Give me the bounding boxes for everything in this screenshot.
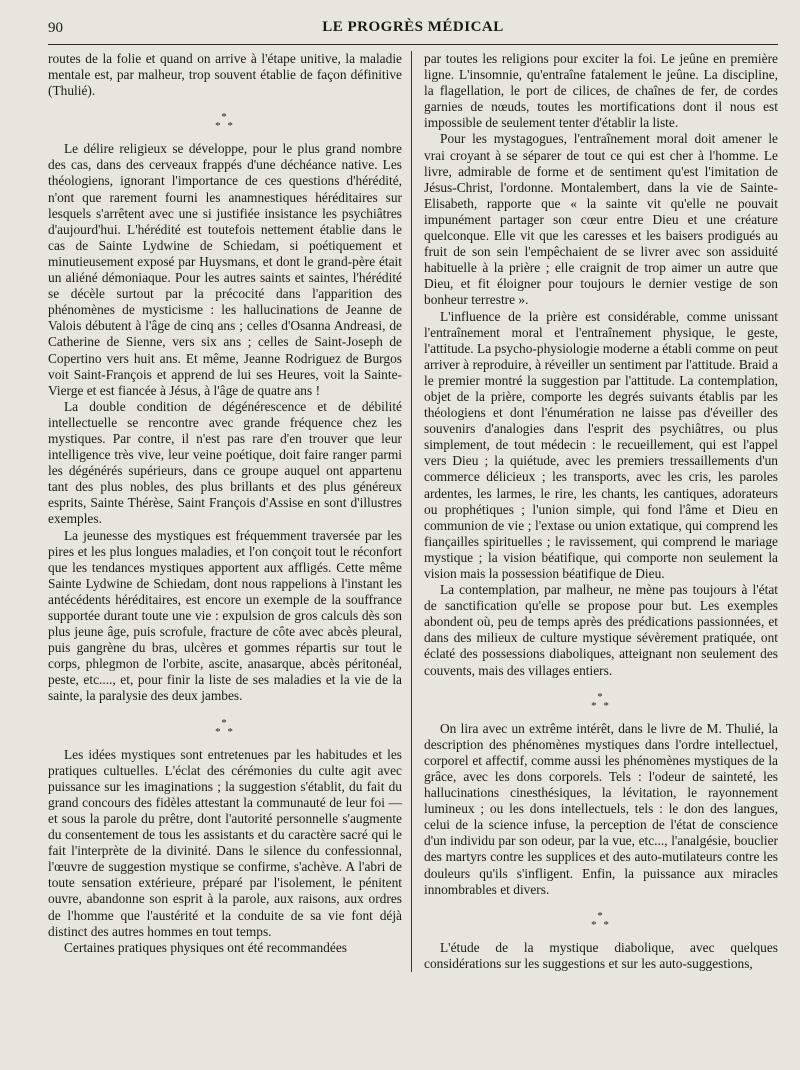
paragraph: La jeunesse des mystiques est fréquemment traversée par les pires et les plus longues maladies, et l'on conçoit tout le réconfort que les tendances mystiques apportent aux affligés. Cette même Sainte Lydwine de Schiedam, dont nous rappelions à l'instant les antécédents héréditaires, est encore un exemple de la souffrance supportée durant toute une vie : expulsion de gros calculs dès son plus jeune âge, puis scrofule, fracture de côte avec abcès pleural, puis gangrène du bras, ulcères et gommes répartis sur tout le corps, phlegmon de l'orbite, ascite, anasarque, abcès péritonéal, peste, etc...., et, pour finir la liste de ses maladies et la vie de la sainte, la paralysie des deux jambes. <box>48 527 402 704</box>
paragraph: Le délire religieux se développe, pour le plus grand nombre des cas, dans des cerveaux frappés d'une déchéance native. Les théologiens, ignorant l'importance de ces questions d'hérédité, n'ont que rarement fourni les anamnestiques héréditaires sur lesquels s'arrêtent avec une si justifiée insistance les psychiâtres d'aujourd'hui. L'hérédité est toutefois nettement établie dans le cas de Sainte Lydwine de Schiedam, si poétiquement et minutieusement exposé par Huysmans, et dont le grand-père était un aliéné démoniaque. Pour les autres saints et saintes, l'hérédité se décèle surtout par la précocité dans l'apparition des phénomènes de mysticisme : les hallucinations de Jeanne de Valois débutent à l'âge de cinq ans ; celles d'Osanna Andreasi, de Catherine de Sienne, vers six ans ; celles de Saint-Joseph de Copertino vers huit ans. Et même, Jeanne Rodriguez de Burgos voit Saint-François et apprend de lui ses Heures, voit la Sainte-Vierge et est fiancée à Jésus, à l'âge de quatre ans ! <box>48 141 402 398</box>
paragraph: La double condition de dégénérescence et de débilité intellectuelle se rencontre avec grande fréquence chez les mystiques. Par contre, il n'est pas rare d'en trouver que leur intelligence très vive, leur veine poétique, doit faire ranger parmi les dégénérés supérieurs, dans ce groupe auquel ont appartenu tant des plus nobles, des plus brillants et des plus généreux esprits, Sainte Thérèse, Saint François d'Assise en sont d'illustres exemples. <box>48 398 402 527</box>
paragraph: L'étude de la mystique diabolique, avec quelques considérations sur les suggestions et sur les auto-suggestions, <box>424 939 778 971</box>
section-separator: * * * <box>591 690 611 712</box>
section-separator: * * * <box>215 111 235 133</box>
running-title: LE PROGRÈS MÉDICAL <box>322 19 504 35</box>
paragraph: La contemplation, par malheur, ne mène pas toujours à l'état de sanctification qu'elle se propose pour but. Les exemples abondent où, peu de temps après des prédications passionnées, et dans des milieux de culture mystique sévèrement pratiquée, ont éclaté des possessions diaboliques, atteignant non seulement des couvents, mais des villages entiers. <box>424 582 778 678</box>
section-separator: * * * <box>591 909 611 931</box>
article-columns <box>48 51 778 972</box>
section-separator: * * * <box>215 716 235 738</box>
right-column <box>424 51 778 972</box>
paragraph: par toutes les religions pour exciter la foi. Le jeûne en première ligne. L'insomnie, qu'entraîne fatalement le jeûne. La discipline, la flagellation, le port de cilices, de chaînes de fer, de cordes garnies de nœuds, toutes les mortifications dont il nous est impossible de seulement tenter d'établir la liste. <box>424 51 778 131</box>
page-header <box>48 18 778 45</box>
paragraph: Les idées mystiques sont entretenues par les habitudes et les pratiques cultuelles. L'éclat des cérémonies du culte agit avec puissance sur les imaginations ; la suggestion s'établit, du fait du grand concours des fidèles attestant la communauté de leur foi — et sous la parole du prêtre, dont l'autorité personnelle s'augmente du consentement de tous les assistants et du caractère sacré qui le fait l'interprète de la divinité. Dans le silence du confessionnal, l'œuvre de suggestion mystique se confirme, s'achève. A l'abri de toute sensation extérieure, préparé par l'isolement, le pénitent ouvre, abandonne son esprit à la parole, aux raisons, aux ordres de l'homme que l'austérité et la conduite de sa vie font déjà distinct des autres hommes en tout temps. <box>48 746 402 939</box>
paragraph: On lira avec un extrême intérêt, dans le livre de M. Thulié, la description des phénomènes mystiques dans l'ordre intellectuel, corporel et affectif, comme aussi les phénomènes mystiques de la grâce, avec les dons corporels. Tels : l'odeur de sainteté, les hallucinations cinesthésiques, la lévitation, le rayonnement lumineux ; ou les dons intellectuels, tels : le don des langues, celui de la science infuse, la perception de l'état de conscience d'un individu par son odeur, par la vue, etc..., l'analgésie, bouclier des martyrs contre les supplices et des auto-mutilateurs contre les douleurs qu'ils s'infligent. Enfin, la puissance aux miracles innombrables et divers. <box>424 720 778 897</box>
paragraph: Certaines pratiques physiques ont été recommandées <box>64 939 347 955</box>
paragraph: L'influence de la prière est considérable, comme unissant l'entraînement moral et l'entraînement physique, le geste, l'attitude. La psycho-physiologie moderne a établi comme on peut arriver à reproduire, à réveiller un sentiment par l'attitude. Braid a le premier montré la suggestion par l'attitude. La contemplation, objet de la prière, comporte les degrés suivants établis par les théologiens et dont l'énumération ne laisse pas d'éveiller des souvenirs d'analogies dans l'esprit des psychiâtres, ou plus simplement, de tout médecin : le recueillement, qui est l'appel vers Dieu ; la quiétude, avec les premiers tressaillements d'un commerce délicieux ; les transports, avec les cris, les paroles ardentes, les larmes, le rire, les chants, les cantiques, adorateurs ou prophétiques ; l'union simple, qui fond l'âme et Dieu en communion de vie ; l'extase ou union extatique, qui comprend les fiançailles spirituelles ; le ravissement, qui comprend le mariage mystique ; la vision béatifique, qui comporte non seulement la vision mais la possession béatifique de Dieu. <box>424 308 778 581</box>
column-rule <box>411 51 412 972</box>
paragraph: routes de la folie et quand on arrive à l'étape unitive, la maladie mentale est, par malheur, trop souvent établie de façon définitive (Thulié). <box>48 51 402 99</box>
paragraph: Pour les mystagogues, l'entraînement moral doit amener le vrai croyant à se séparer de tout ce qui est cher à l'homme. Le livre, admirable de forme et de sentiment qu'est l'imitation de Jésus-Christ, l'ordonne. Montalembert, dans la vie de Sainte-Elisabeth, rapporte que « la sainte vit qu'elle ne pouvait impunément partager son cœur entre Dieu et une créature quelconque. Elle vit que les caresses et les baisers prodigués au fruit de son sein l'empêchaient de se livrer avec son assiduité habituelle à la prière ; elle craignit de trop aimer un autre que Dieu, et fit éloigner pour toujours le dernier vestige de son bonheur terrestre ». <box>424 131 778 308</box>
left-column <box>48 51 402 972</box>
page-number: 90 <box>48 20 63 36</box>
